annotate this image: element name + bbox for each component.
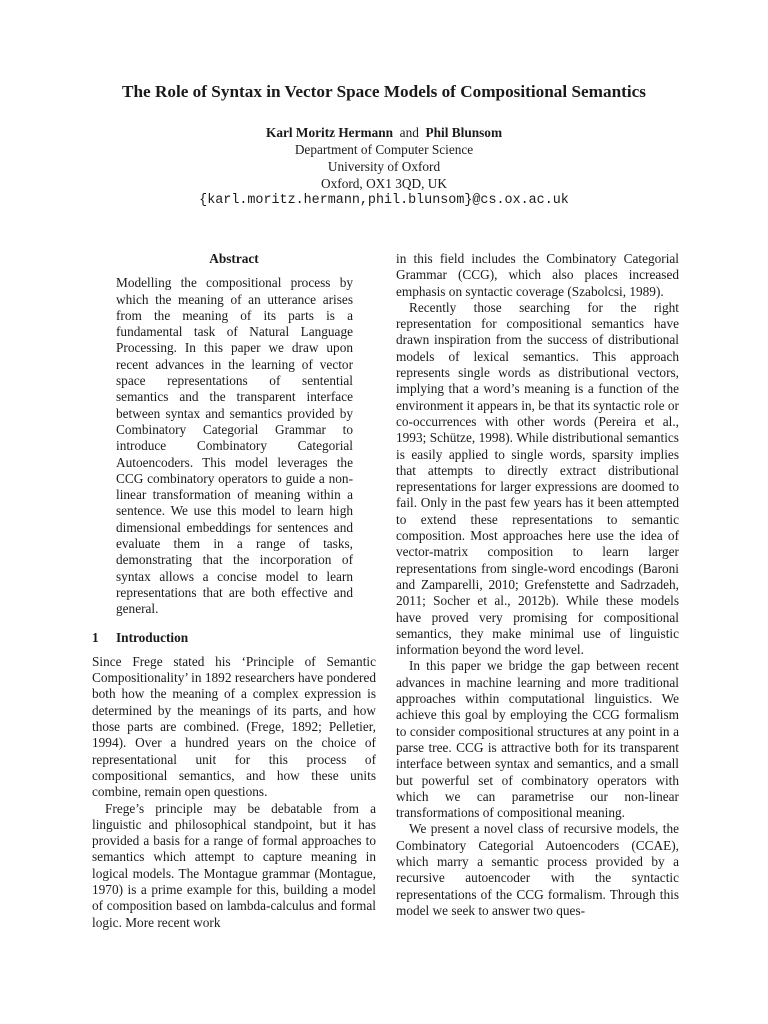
author-name: Karl Moritz Hermann xyxy=(265,125,394,140)
author-name: Phil Blunsom xyxy=(425,125,503,140)
affiliation-department: Department of Computer Science xyxy=(294,142,474,157)
author-line xyxy=(0,124,768,141)
body-paragraph: Frege’s principle may be debatable from a linguistic and philosophical standpoint, but it has provided a basis for a range of formal approaches to semantics which attempt to capture meaning in logical models. The Montague grammar (Montague, 1970) is a prime example for this, building a model of composition based on lambda-calculus and formal logic. More recent work xyxy=(92,800,376,930)
affiliation-address: Oxford, OX1 3QD, UK xyxy=(321,176,447,191)
right-column xyxy=(396,251,679,919)
abstract-heading: Abstract xyxy=(209,251,259,266)
abstract-text: Modelling the compositional process by which the meaning of an utterance arises from the meaning of its parts is a fundamental task of Natural Language Processing. In this paper we draw upon recent advances in the learning of vector space representations of sentential semantics and the transparent interface between syntax and semantics provided by Combinatory Categorial Grammar to introduce Combinatory Categorial Autoencoders. This model leverages the CCG combinatory operators to guide a non-linear transformation of meaning within a sentence. We use this model to learn high dimensional embeddings for sentences and evaluate them in a range of tasks, demonstrating that the incorporation of syntax allows a concise model to learn representations that are both effective and general. xyxy=(116,275,353,617)
section-heading xyxy=(92,630,376,646)
body-paragraph: Since Frege stated his ‘Principle of Semantic Compositionality’ in 1892 researchers have pondered both how the meaning of a complex expression is determined by the meanings of its parts, and how those parts are combined. (Frege, 1892; Pelletier, 1994). Over a hundred years on the choice of representational unit for this process of compositional semantics, and how these units combine, remain open questions. xyxy=(92,653,376,800)
body-paragraph: Recently those searching for the right representation for compositional semantics have drawn inspiration from the success of distributional models of lexical semantics. This approach represents single words as distributional vectors, implying that a word’s meaning is a function of the environment it appears in, be that its syntactic role or co-occurrences with other words (Pereira et al., 1993; Schütze, 1998). While distributional semantics is easily applied to single words, sparsity implies that attempts to directly extract distributional representations for larger expressions are doomed to fail. Only in the past few years has it been attempted to extend these representations to semantic composition. Most approaches here use the idea of vector-matrix composition to learn larger representations from single-word encodings (Baroni and Zamparelli, 2010; Grefenstette and Sadrzadeh, 2011; Socher et al., 2012b). While these models have proved very promising for compositional semantics, they make minimal use of linguistic information beyond the word level. xyxy=(396,299,679,658)
left-column xyxy=(92,251,376,931)
body-paragraph: We present a novel class of recursive models, the Combinatory Categorial Autoencoders (CCAE), which marry a semantic process provided by a recursive autoencoder with the syntactic representations of the CCG formalism. Through this model we seek to answer two ques- xyxy=(396,821,679,918)
author-email: {karl.moritz.hermann,phil.blunsom}@cs.ox.ac.uk xyxy=(199,193,569,208)
section-number: 1 xyxy=(92,629,99,645)
author-conjunction: and xyxy=(399,125,419,140)
body-paragraph: in this field includes the Combinatory Categorial Grammar (CCG), which also places increased emphasis on syntactic coverage (Szabolcsi, 1989). xyxy=(396,251,679,299)
paper-title: The Role of Syntax in Vector Space Models of Compositional Semantics xyxy=(122,82,646,101)
section-title-text: Introduction xyxy=(116,629,189,645)
affiliation-university: University of Oxford xyxy=(327,159,441,174)
body-paragraph: In this paper we bridge the gap between recent advances in machine learning and more traditional approaches within computational linguistics. We achieve this goal by employing the CCG formalism to consider compositional structures at any point in a parse tree. CCG is attractive both for its transparent interface between syntax and semantics, and a small but powerful set of combinatory operators with which we can parametrise our non-linear transformations of compositional meaning. xyxy=(396,658,679,821)
author-block xyxy=(0,124,768,209)
